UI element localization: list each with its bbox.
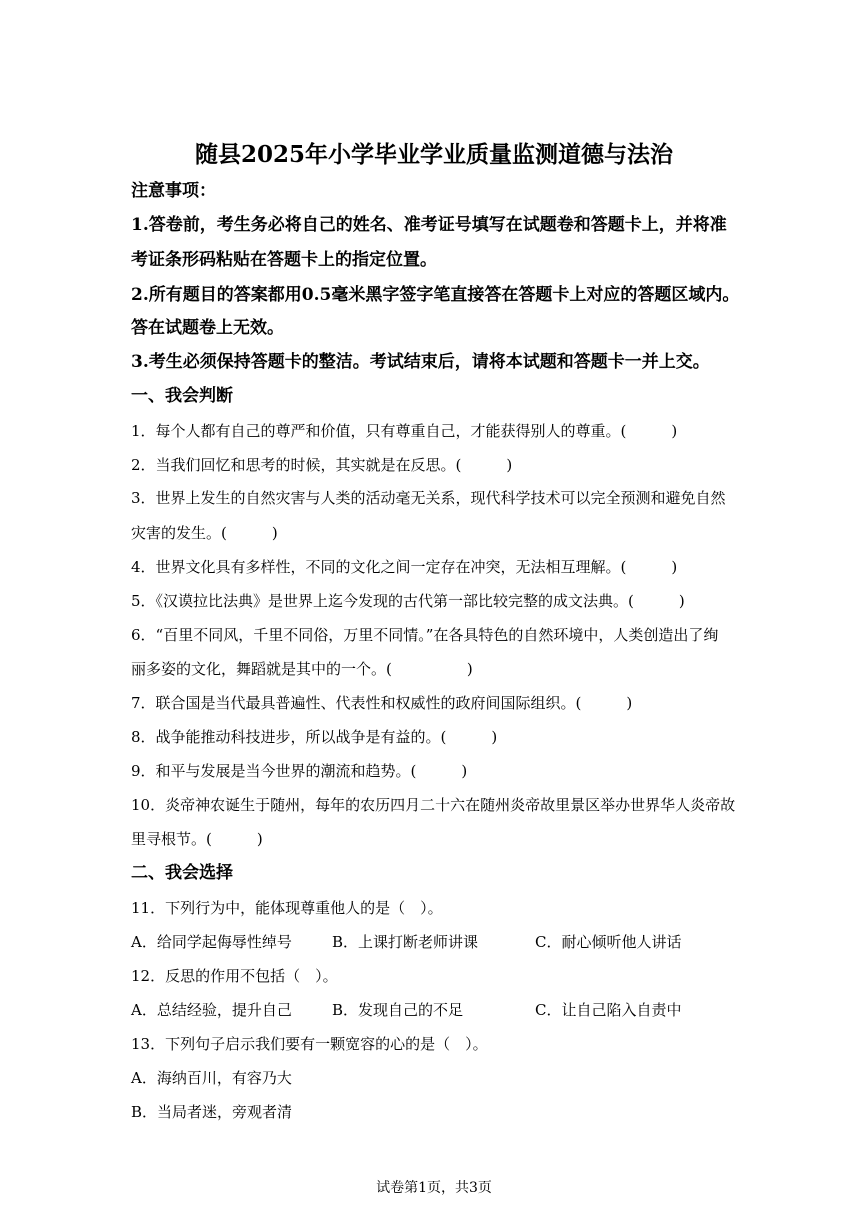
notice-item-2-line-1: 2.所有题目的答案都用0.5毫米黑字签字笔直接答在答题卡上对应的答题区域内。 xyxy=(131,285,740,305)
question-3-line-2: 灾害的发生。( ) xyxy=(131,524,278,542)
question-12-stem: 12．反思的作用不包括（ ）。 xyxy=(131,967,338,985)
question-13-option-a: A．海纳百川，有容乃大 xyxy=(131,1069,292,1087)
question-12-option-b: B．发现自己的不足 xyxy=(332,1001,464,1019)
exam-title: 随县2025年小学毕业学业质量监测道德与法治 xyxy=(194,141,673,168)
question-6-line-2: 丽多姿的文化，舞蹈就是其中的一个。( ) xyxy=(131,660,473,678)
page-footer: 试卷第1页，共3页 xyxy=(376,1180,492,1196)
notice-heading: 注意事项： xyxy=(131,181,216,201)
question-12-option-c: C．让自己陷入自责中 xyxy=(535,1001,682,1019)
question-5: 5．《汉谟拉比法典》是世界上迄今发现的古代第一部比较完整的成文法典。( ) xyxy=(131,592,685,610)
question-10-line-2: 里寻根节。( ) xyxy=(131,830,263,848)
notice-item-3: 3.考生必须保持答题卡的整洁。考试结束后，请将本试题和答题卡一并上交。 xyxy=(131,352,710,372)
question-11-option-c: C．耐心倾听他人讲话 xyxy=(535,933,682,951)
question-9: 9．和平与发展是当今世界的潮流和趋势。( ) xyxy=(131,762,468,780)
question-13-stem: 13．下列句子启示我们要有一颗宽容的心的是（ ）。 xyxy=(131,1035,488,1053)
question-7: 7．联合国是当代最具普遍性、代表性和权威性的政府间国际组织。( ) xyxy=(131,694,633,712)
question-8: 8．战争能推动科技进步，所以战争是有益的。( ) xyxy=(131,728,498,746)
notice-item-2-line-2: 答在试题卷上无效。 xyxy=(131,318,284,338)
question-11-option-b: B．上课打断老师讲课 xyxy=(332,933,479,951)
question-3-line-1: 3．世界上发生的自然灾害与人类的活动毫无关系，现代科学技术可以完全预测和避免自然 xyxy=(131,489,726,507)
question-12-option-a: A．总结经验，提升自己 xyxy=(131,1001,292,1019)
question-1: 1．每个人都有自己的尊严和价值，只有尊重自己，才能获得别人的尊重。( ) xyxy=(131,422,678,440)
question-13-option-b: B．当局者迷，旁观者清 xyxy=(131,1103,293,1121)
question-10-line-1: 10．炎帝神农诞生于随州，每年的农历四月二十六在随州炎帝故里景区举办世界华人炎帝故 xyxy=(131,796,736,814)
question-6-line-1: 6．“百里不同风，千里不同俗，万里不同情。”在各具特色的自然环境中，人类创造出了绚 xyxy=(131,626,719,644)
notice-item-1-line-2: 考证条形码粘贴在答题卡上的指定位置。 xyxy=(131,250,437,270)
question-11-option-a: A．给同学起侮辱性绰号 xyxy=(131,933,292,951)
section-1-heading: 一、我会判断 xyxy=(131,386,233,406)
question-4: 4．世界文化具有多样性，不同的文化之间一定存在冲突，无法相互理解。( ) xyxy=(131,558,678,576)
question-2: 2．当我们回忆和思考的时候，其实就是在反思。( ) xyxy=(131,456,513,474)
question-11-stem: 11．下列行为中，能体现尊重他人的是（ ）。 xyxy=(131,899,443,917)
section-2-heading: 二、我会选择 xyxy=(131,863,233,883)
notice-item-1-line-1: 1.答卷前，考生务必将自己的姓名、准考证号填写在试题卷和答题卡上，并将准 xyxy=(131,215,727,235)
